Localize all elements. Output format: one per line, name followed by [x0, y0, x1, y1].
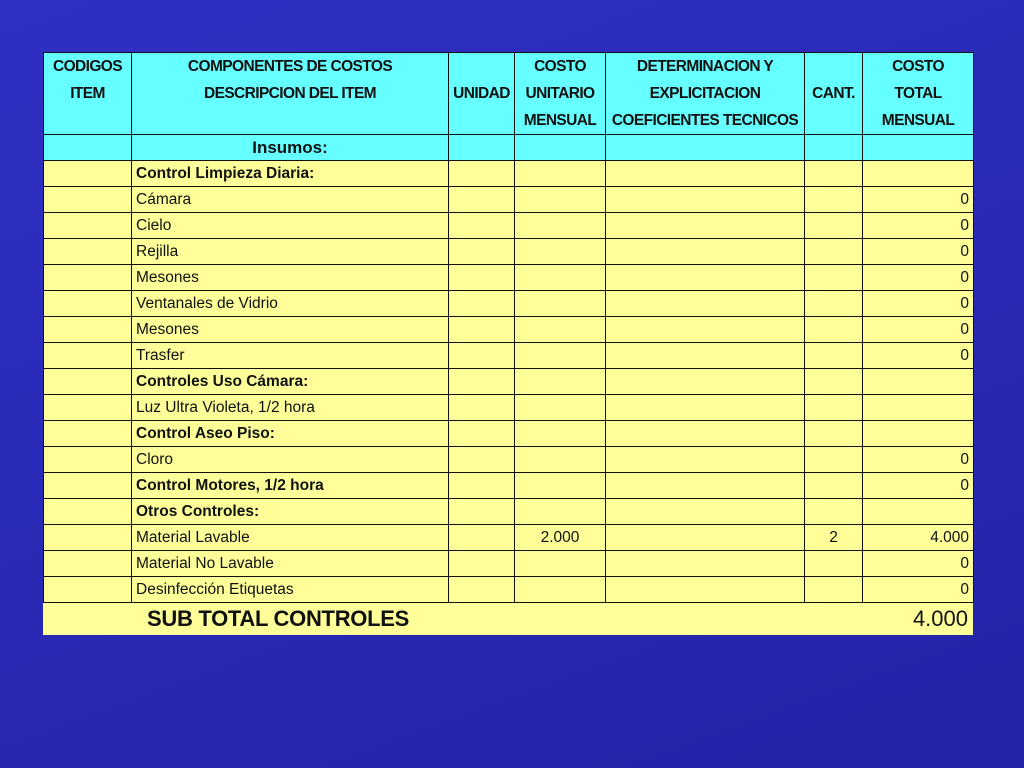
table-row [44, 187, 974, 213]
cell-costo-total [863, 499, 974, 525]
cell-descripcion: Ventanales de Vidrio [132, 291, 449, 317]
table-row [44, 395, 974, 421]
cell-codigo [44, 213, 132, 239]
cell-descripcion: Trasfer [132, 343, 449, 369]
cell-descripcion: Material No Lavable [132, 551, 449, 577]
cell-unidad [449, 239, 515, 265]
cell-descripcion: Cielo [132, 213, 449, 239]
cell-determinacion [606, 447, 805, 473]
cell-descripcion: Material Lavable [132, 525, 449, 551]
cell-cant [805, 265, 863, 291]
cell-costo-unitario [515, 577, 606, 603]
cell-codigo [44, 577, 132, 603]
header-cant: CANT. [805, 53, 863, 135]
table-header [44, 53, 974, 135]
cell-unidad [449, 395, 515, 421]
cell-costo-unitario [515, 499, 606, 525]
header-unidad: UNIDAD [449, 53, 515, 135]
cell-codigo [44, 395, 132, 421]
header-costo-unitario: COSTO UNITARIO MENSUAL [515, 53, 606, 135]
cell-unidad [449, 291, 515, 317]
cell-cant [805, 317, 863, 343]
table-row [44, 213, 974, 239]
header-componentes: COMPONENTES DE COSTOS DESCRIPCION DEL ITEM [132, 53, 449, 135]
cell-cant: 2 [805, 525, 863, 551]
cell-costo-total: 4.000 [863, 525, 974, 551]
cell-unidad [449, 473, 515, 499]
cell-unidad [449, 265, 515, 291]
cell-codigo [44, 265, 132, 291]
header-codigos: CODIGOS ITEM [44, 53, 132, 135]
cell-codigo [44, 525, 132, 551]
cell-costo-total: 0 [863, 265, 974, 291]
cell-codigo [44, 161, 132, 187]
cell-cant [805, 187, 863, 213]
cell-unidad [449, 577, 515, 603]
cell-cant [805, 473, 863, 499]
cell-codigo [44, 239, 132, 265]
cell-determinacion [606, 135, 805, 161]
cell-determinacion [606, 369, 805, 395]
table-row [44, 343, 974, 369]
cell-unidad [449, 551, 515, 577]
cell-descripcion: Control Limpieza Diaria: [132, 161, 449, 187]
cell-cant [805, 369, 863, 395]
cell-costo-unitario: 2.000 [515, 525, 606, 551]
cell-unidad [449, 161, 515, 187]
cell-costo-total [863, 135, 974, 161]
cell-cant [805, 395, 863, 421]
cell-codigo [44, 473, 132, 499]
cell-costo-total: 0 [863, 473, 974, 499]
table-row [44, 525, 974, 551]
cell-costo-total: 0 [863, 239, 974, 265]
table-row [44, 239, 974, 265]
cell-costo-total [863, 421, 974, 447]
cell-codigo [44, 447, 132, 473]
cell-costo-total: 0 [863, 187, 974, 213]
cell-costo-total: 0 [863, 551, 974, 577]
cell-codigo [44, 421, 132, 447]
cell-cant [805, 343, 863, 369]
cell-determinacion [606, 395, 805, 421]
cell-determinacion [606, 239, 805, 265]
cell-costo-total: 0 [863, 213, 974, 239]
cell-descripcion: Desinfección Etiquetas [132, 577, 449, 603]
table-row [44, 265, 974, 291]
cost-sheet [43, 52, 973, 635]
cell-costo-unitario [515, 135, 606, 161]
cell-cant [805, 213, 863, 239]
table-row [44, 473, 974, 499]
cell-costo-total: 0 [863, 291, 974, 317]
table-row [44, 447, 974, 473]
cell-determinacion [606, 525, 805, 551]
cell-descripcion: Cloro [132, 447, 449, 473]
cell-cant [805, 135, 863, 161]
cell-determinacion [606, 213, 805, 239]
cell-costo-total [863, 395, 974, 421]
cell-determinacion [606, 421, 805, 447]
cell-descripcion: Cámara [132, 187, 449, 213]
cell-descripcion: Control Motores, 1/2 hora [132, 473, 449, 499]
cell-cant [805, 499, 863, 525]
cell-codigo [44, 317, 132, 343]
cell-cant [805, 291, 863, 317]
cell-unidad [449, 369, 515, 395]
cell-costo-unitario [515, 213, 606, 239]
table-row [44, 291, 974, 317]
subtotal-label: SUB TOTAL CONTROLES [147, 606, 409, 631]
cell-costo-unitario [515, 369, 606, 395]
cell-costo-unitario [515, 343, 606, 369]
subtotal-value: 4.000 [912, 606, 968, 631]
cell-cant [805, 161, 863, 187]
cell-cant [805, 447, 863, 473]
table-row [44, 161, 974, 187]
cell-unidad [449, 343, 515, 369]
cell-unidad [449, 525, 515, 551]
cell-descripcion: Mesones [132, 265, 449, 291]
cell-unidad [449, 447, 515, 473]
header-costo-total: COSTO TOTAL MENSUAL [863, 53, 974, 135]
cost-table [43, 52, 974, 603]
section-label: Insumos: [132, 135, 449, 161]
header-determinacion: DETERMINACION Y EXPLICITACION COEFICIENTES TECNICOS [606, 53, 805, 135]
cell-costo-unitario [515, 473, 606, 499]
cell-costo-unitario [515, 317, 606, 343]
cell-costo-unitario [515, 447, 606, 473]
cell-cant [805, 239, 863, 265]
cell-costo-unitario [515, 265, 606, 291]
cell-codigo [44, 499, 132, 525]
table-body [44, 135, 974, 603]
cell-costo-unitario [515, 187, 606, 213]
table-row [44, 577, 974, 603]
section-row-insumos [44, 135, 974, 161]
cell-determinacion [606, 499, 805, 525]
cell-unidad [449, 213, 515, 239]
cell-costo-unitario [515, 395, 606, 421]
cell-costo-total: 0 [863, 447, 974, 473]
cell-determinacion [606, 187, 805, 213]
cell-costo-total [863, 161, 974, 187]
cell-determinacion [606, 265, 805, 291]
cell-costo-total: 0 [863, 317, 974, 343]
cell-costo-unitario [515, 161, 606, 187]
cell-descripcion: Control Aseo Piso: [132, 421, 449, 447]
cell-costo-unitario [515, 421, 606, 447]
cell-costo-total: 0 [863, 577, 974, 603]
cell-costo-total [863, 369, 974, 395]
cell-codigo [44, 187, 132, 213]
table-row [44, 369, 974, 395]
cell-cant [805, 577, 863, 603]
table-row [44, 421, 974, 447]
table-row [44, 499, 974, 525]
cell-determinacion [606, 551, 805, 577]
cell-unidad [449, 499, 515, 525]
cell-descripcion: Otros Controles: [132, 499, 449, 525]
subtotal-row [43, 603, 973, 635]
cell-unidad [449, 187, 515, 213]
cell-determinacion [606, 161, 805, 187]
cell-costo-unitario [515, 239, 606, 265]
cell-cant [805, 551, 863, 577]
cell-costo-unitario [515, 291, 606, 317]
table-row [44, 551, 974, 577]
cell-determinacion [606, 577, 805, 603]
cell-codigo [44, 291, 132, 317]
table-row [44, 317, 974, 343]
cell-codigo [44, 343, 132, 369]
cell-codigo [44, 135, 132, 161]
cell-costo-total: 0 [863, 343, 974, 369]
cell-cant [805, 421, 863, 447]
cell-descripcion: Controles Uso Cámara: [132, 369, 449, 395]
cell-unidad [449, 421, 515, 447]
cell-unidad [449, 135, 515, 161]
cell-determinacion [606, 317, 805, 343]
cell-codigo [44, 551, 132, 577]
cell-descripcion: Luz Ultra Violeta, 1/2 hora [132, 395, 449, 421]
cell-codigo [44, 369, 132, 395]
cell-determinacion [606, 343, 805, 369]
cell-descripcion: Rejilla [132, 239, 449, 265]
cell-determinacion [606, 291, 805, 317]
cell-descripcion: Mesones [132, 317, 449, 343]
cell-determinacion [606, 473, 805, 499]
cell-costo-unitario [515, 551, 606, 577]
cell-unidad [449, 317, 515, 343]
